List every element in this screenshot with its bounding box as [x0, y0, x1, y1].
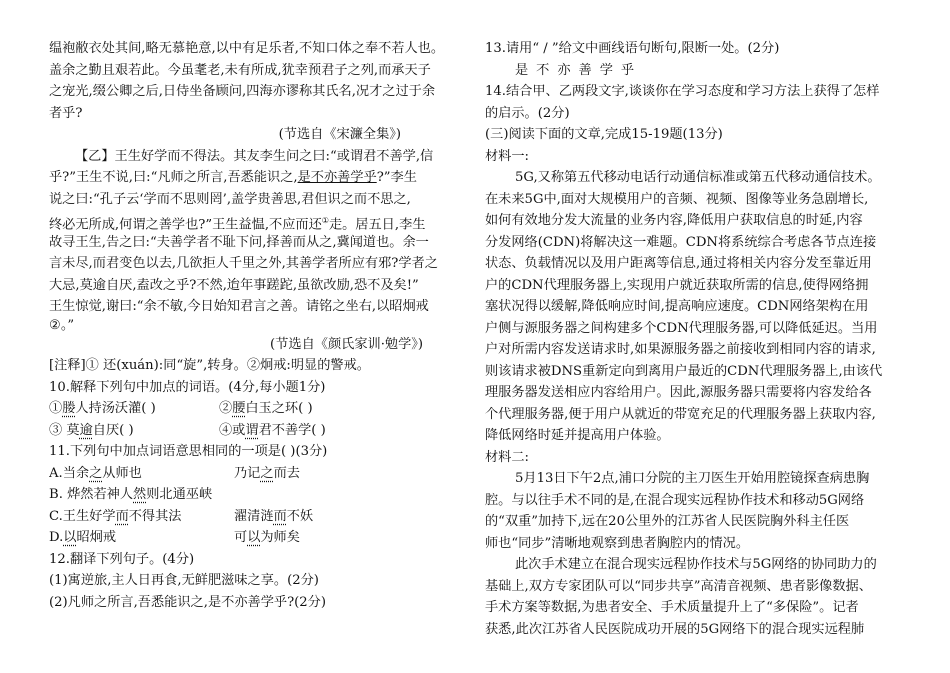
text-span: 白玉之环( ) — [245, 401, 313, 416]
text-span: 自厌( ) — [92, 422, 134, 438]
text-span: 而去 — [273, 465, 300, 481]
text-span: 昭炯戒 — [76, 530, 117, 545]
dotted-word: 之 — [260, 465, 274, 481]
question-13: 13.请用“ / ”给文中画线语句断句,限断一处。(2分) — [485, 41, 780, 56]
text-span: ② — [219, 401, 233, 416]
text-line: 个代理服务器,便于用户从就近的带宽充足的代理服务器上获取内容, — [485, 406, 876, 422]
text-span: 乎?”王生不说,曰:“凡师之所言,吾悉能识之, — [49, 170, 298, 185]
text-span: 则北通巫峡 — [146, 487, 213, 502]
text-line: ②。” — [49, 317, 75, 333]
text-span: A.当余 — [49, 465, 90, 481]
dotted-word: 腰 — [232, 401, 246, 416]
text-line: 之宠光,缀公卿之后,日侍坐备顾问,四海亦谬称其氏名,况才之过于余 — [49, 84, 436, 99]
source-citation: (节选自《宋濂全集》) — [278, 127, 401, 142]
text-span: 走。居五日,李生 — [328, 217, 426, 232]
text-line: 的“双重”加持下,远在20公里外的江苏省人民医院胸外科主任医 — [485, 514, 850, 529]
text-line: 获悉,此次江苏省人民医院成功开展的5G网络下的混合现实远程肺 — [485, 621, 865, 637]
text-span: ③ 莫 — [49, 422, 80, 438]
text-line: 此次手术建立在混合现实远程协作技术与5G网络的协同助力的 — [515, 557, 877, 572]
question-13-sentence: 是不亦善学乎 — [515, 62, 643, 78]
left-column — [49, 38, 461, 613]
right-column — [485, 38, 915, 640]
text-span: 不妖 — [286, 508, 314, 524]
question-10-items-row1 — [49, 398, 461, 420]
text-span: 可 — [234, 530, 248, 545]
material-two-label: 材料二: — [485, 449, 530, 465]
text-line: 言未尽,而君变色以去,几欲拒人千里之外,其善学者所应有邪?学者之 — [49, 256, 438, 271]
question-14: 14.结合甲、乙两段文字,谈谈你在学习态度和学习方法上获得了怎样 — [485, 84, 880, 99]
dotted-word: 逾 — [79, 422, 93, 438]
source-citation: (节选自《颜氏家训·勉学》) — [270, 336, 423, 352]
text-line: 基础上,双方专家团队可以“同步共享”高清音视频、患者影像数据、 — [485, 578, 872, 594]
material-one-label: 材料一: — [485, 148, 530, 164]
text-line: 师也“同步”清晰地观察到患者胸腔内的情况。 — [485, 535, 750, 551]
question-12-item-1: (1)寓逆旅,主人日再食,无鲜肥滋味之享。(2分) — [49, 573, 319, 588]
dotted-word: 而 — [115, 508, 129, 524]
text-line: 则该请求被DNS重新定向到离用户最近的CDN代理服务器上,由该代 — [485, 363, 883, 379]
text-span: C.王生好学 — [49, 508, 116, 524]
text-line: 王生惊觉,谢曰:“余不敏,今日始知君言之善。请铭之坐右,以昭炯戒 — [49, 299, 429, 314]
text-span: 乃记 — [234, 465, 261, 481]
question-11: 11.下列句中加点词语意思相同的一项是( )(3分) — [49, 444, 328, 459]
question-10-items-row2 — [49, 420, 461, 442]
text-span: D. — [49, 530, 64, 545]
question-14: 的启示。(2分) — [485, 105, 570, 121]
text-span: B. 烨然若神人 — [49, 487, 134, 502]
text-line: 分发网络(CDN)将解决这一难题。CDN将系统综合考虑各节点连接 — [485, 234, 877, 250]
question-12-item-2: (2)凡师之所言,吾悉能识之,是不亦善学乎?(2分) — [49, 594, 327, 610]
text-line — [49, 210, 461, 232]
dotted-word: 然 — [133, 487, 147, 502]
dotted-word: 以 — [247, 530, 261, 545]
text-line: 户的CDN代理服务器上,实现用户就近获取所需的信息,使得网络拥 — [485, 277, 869, 293]
option-a — [49, 463, 461, 485]
text-span: ④或 — [219, 422, 246, 438]
text-span: 不得其法 — [128, 508, 182, 524]
text-span: 从师也 — [102, 465, 142, 481]
text-span: 为师矣 — [260, 530, 300, 545]
option-d — [49, 527, 461, 549]
section-three-heading: (三)阅读下面的文章,完成15-19题(13分) — [485, 127, 723, 142]
text-line: 盖余之勤且艰若此。今虽耄老,未有所成,犹幸预君子之列,而承天子 — [49, 62, 431, 78]
dotted-word: 以 — [63, 530, 77, 545]
text-line: 塞状况得以缓解,降低响应时间,提高响应速度。CDN网络架构在用 — [485, 299, 869, 314]
text-line: 大忌,莫逾自厌,盍改之乎?不然,迨年事蹉跎,虽欲改励,恐不及矣!” — [49, 277, 419, 293]
option-c — [49, 506, 461, 528]
question-12: 12.翻译下列句子。(4分) — [49, 551, 195, 567]
text-line: 说之曰:“孔子云‘学而不思则罔’,盖学贵善思,君但识之而不思之, — [49, 191, 411, 207]
text-line: 在未来5G中,面对大规模用户的音频、视频、图像等业务急剧增长, — [485, 191, 869, 207]
text-line: 如何有效地分发大流量的业务内容,降低用户获取信息的时延,内容 — [485, 213, 863, 228]
text-line — [49, 167, 461, 189]
dotted-word: 谓 — [245, 422, 259, 438]
text-line: 手术方案等数据,为患者安全、手术质量提升上了“多保险”。记者 — [485, 600, 859, 615]
text-line: 状态、负载情况以及用户距离等信息,通过将相关内容分发至靠近用 — [485, 256, 872, 271]
text-span: 人持汤沃灌( ) — [75, 401, 156, 416]
dotted-word: 之 — [89, 465, 103, 481]
text-span: 濯清涟 — [234, 508, 274, 524]
option-b — [49, 484, 461, 506]
text-line: 户对所需内容发送请求时,如果源服务器之前接收到相同内容的请求, — [485, 342, 876, 357]
text-line: 户侧与源服务器之间构建多个CDN代理服务器,可以降低延迟。当用 — [485, 320, 878, 336]
text-line: 缊袍敝衣处其间,略无慕艳意,以中有足乐者,不知口体之奉不若人也。 — [49, 41, 445, 56]
underlined-sentence: 是不亦善学乎 — [297, 170, 377, 185]
dotted-word: 媵 — [62, 401, 76, 416]
footnote-mark: ① — [321, 216, 329, 225]
text-span: 终必无所成,何谓之善学也?”王生益愠,不应而还 — [49, 217, 322, 232]
text-line: 5月13日下午2点,浦口分院的主刀医生开始用腔镜探查病患胸 — [515, 471, 870, 486]
text-line: 理服务器发送相应内容给用户。因此,源服务器只需要将内容发给各 — [485, 385, 872, 400]
question-10: 10.解释下列句中加点的词语。(4分,每小题1分) — [49, 379, 326, 395]
text-span: 君不善学( ) — [258, 422, 326, 438]
text-line: 故寻王生,告之曰:“夫善学者不耻下问,择善而从之,冀闻道也。余一 — [49, 234, 429, 250]
text-line: 者乎? — [49, 105, 83, 121]
text-line: 【乙】王生好学而不得法。其友李生问之曰:“或谓君不善学,信 — [75, 148, 434, 164]
dotted-word: 而 — [273, 508, 287, 524]
text-line: 腔。与以往手术不同的是,在混合现实远程协作技术和移动5G网络 — [485, 492, 865, 508]
text-line: 5G,又称第五代移动电话行动通信标准或第五代移动通信技术。 — [515, 170, 881, 185]
annotation-note: [注释]① 还(xuán):同“旋”,转身。②炯戒:明显的警戒。 — [49, 358, 370, 373]
text-span: ① — [49, 401, 63, 416]
text-span: ?”李生 — [376, 170, 417, 185]
text-line: 降低网络时延并提高用户体验。 — [485, 428, 670, 443]
